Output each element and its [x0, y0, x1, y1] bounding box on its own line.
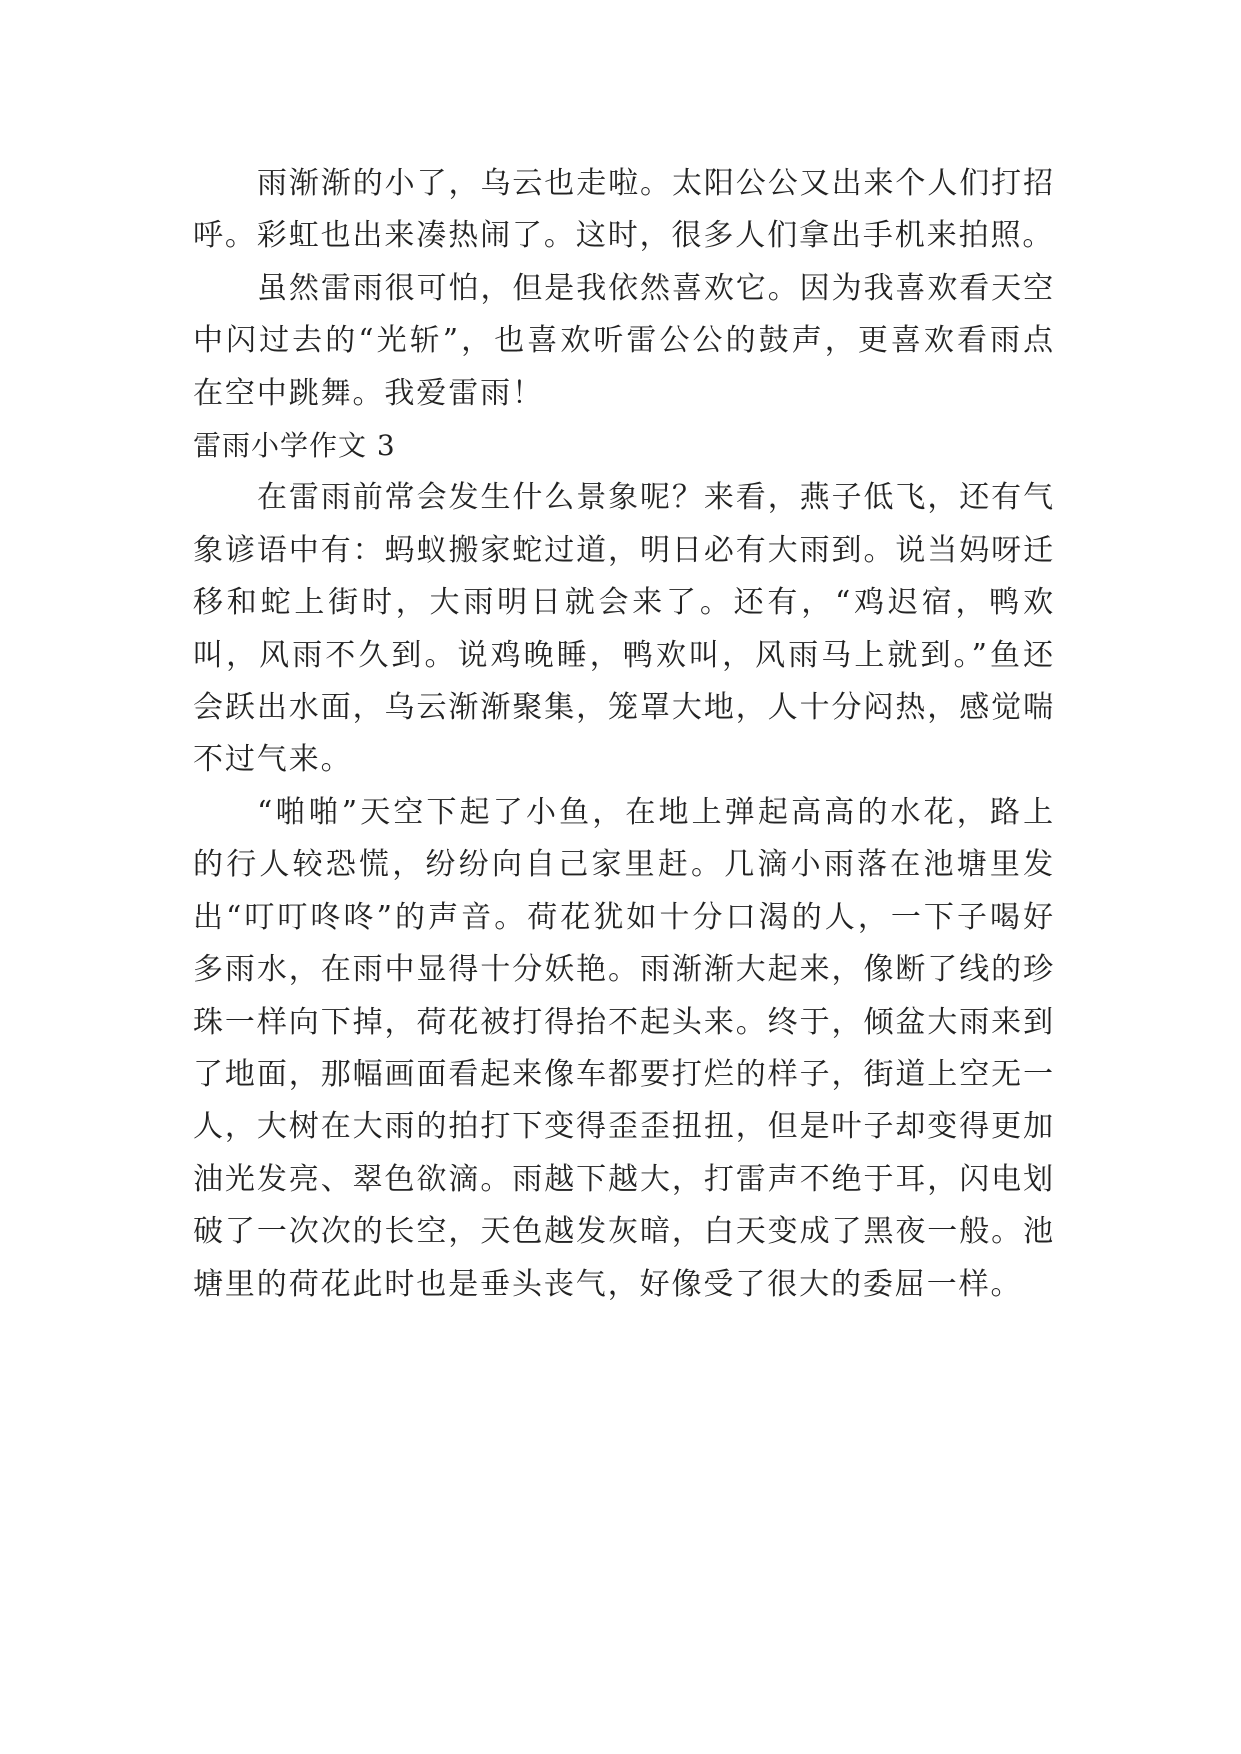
paragraph-love-thunderstorm: 虽然雷雨很可怕，但是我依然喜欢它。因为我喜欢看天空中闪过去的“光斩”，也喜欢听雷公公的鼓声，更喜欢看雨点在空中跳舞。我爱雷雨！: [193, 270, 1055, 411]
section-title: 雷雨小学作文 3: [193, 429, 396, 463]
paragraph-rain-stops: 雨渐渐的小了，乌云也走啦。太阳公公又出来个人们打招呼。彩虹也出来凑热闹了。这时，很多人们拿出手机来拍照。: [193, 166, 1055, 254]
paragraph-heavy-rain: “啪啪”天空下起了小鱼，在地上弹起高高的水花，路上的行人较恐慌，纷纷向自己家里赶。几滴小雨落在池塘里发出“叮叮咚咚”的声音。荷花犹如十分口渴的人，一下子喝好多雨水，在雨中显得十分妖艳。雨渐渐大起来，像断了线的珍珠一样向下掉，荷花被打得抬不起头来。终于，倾盆大雨来到了地面，那幅画面看起来像车都要打烂的样子，街道上空无一人，大树在大雨的拍打下变得歪歪扭扭，但是叶子却变得更加油光发亮、翠色欲滴。雨越下越大，打雷声不绝于耳，闪电划破了一次次的长空，天色越发灰暗，白天变成了黑夜一般。池塘里的荷花此时也是垂头丧气，好像受了很大的委屈一样。: [193, 794, 1055, 1302]
document-body: [193, 158, 1055, 1311]
paragraph-storm-signs: 在雷雨前常会发生什么景象呢？来看，燕子低飞，还有气象谚语中有：蚂蚁搬家蛇过道，明日必有大雨到。说当妈呀迁移和蛇上街时，大雨明日就会来了。还有，“鸡迟宿，鸭欢叫，风雨不久到。说鸡晚睡，鸭欢叫，风雨马上就到。”鱼还会跃出水面，乌云渐渐聚集，笼罩大地，人十分闷热，感觉喘不过气来。: [193, 480, 1055, 778]
